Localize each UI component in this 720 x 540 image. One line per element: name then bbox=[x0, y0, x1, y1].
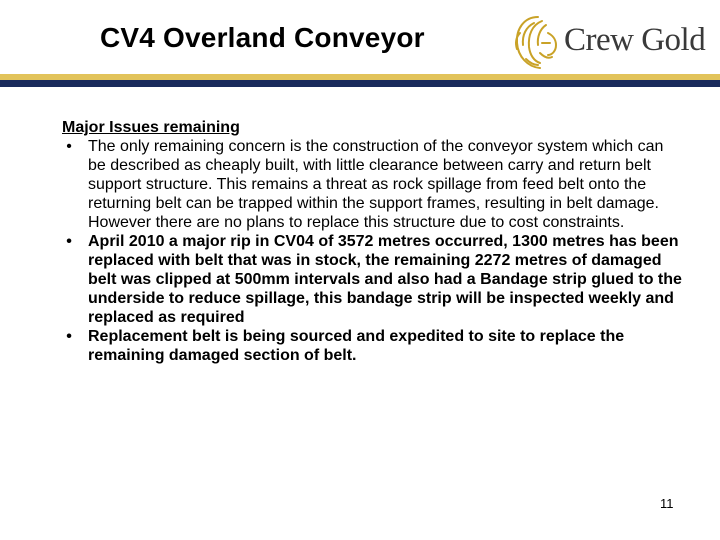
slide-body bbox=[62, 118, 682, 365]
bullet-icon: • bbox=[66, 233, 72, 250]
slide-title: CV4 Overland Conveyor bbox=[100, 22, 425, 53]
bullet-icon: • bbox=[66, 328, 72, 345]
company-logo bbox=[512, 13, 712, 71]
lion-head-icon bbox=[512, 13, 564, 71]
list-item bbox=[62, 137, 682, 232]
page-number: 11 bbox=[660, 496, 674, 511]
list-item-text: April 2010 a major rip in CV04 of 3572 metres occurred, 1300 metres has been replaced with belt that was in stock, the remaining 2272 metres of damaged belt was clipped at 500mm intervals and also had a Bandage strip glued to the underside to reduce spillage, this bandage strip will be inspected weekly and replaced as required bbox=[88, 233, 682, 326]
list-item bbox=[62, 232, 682, 327]
list-item-text: The only remaining concern is the construction of the conveyor system which can be described as cheaply built, with little clearance between carry and return belt support structure. This remains a threat as rock spillage from feed belt onto the returning belt can be trapped within the support frames, resulting in belt damage. However there are no plans to replace this structure due to cost constraints. bbox=[88, 138, 664, 231]
list-item-text: Replacement belt is being sourced and expedited to site to replace the remaining damaged section of belt. bbox=[88, 328, 625, 364]
list-item bbox=[62, 327, 682, 365]
bullet-icon: • bbox=[66, 138, 72, 155]
header-navy-bar bbox=[0, 80, 720, 87]
issue-list bbox=[62, 137, 682, 232]
section-heading: Major Issues remaining bbox=[62, 119, 240, 136]
logo-wordmark: Crew Gold bbox=[564, 22, 706, 58]
update-list bbox=[62, 232, 682, 365]
